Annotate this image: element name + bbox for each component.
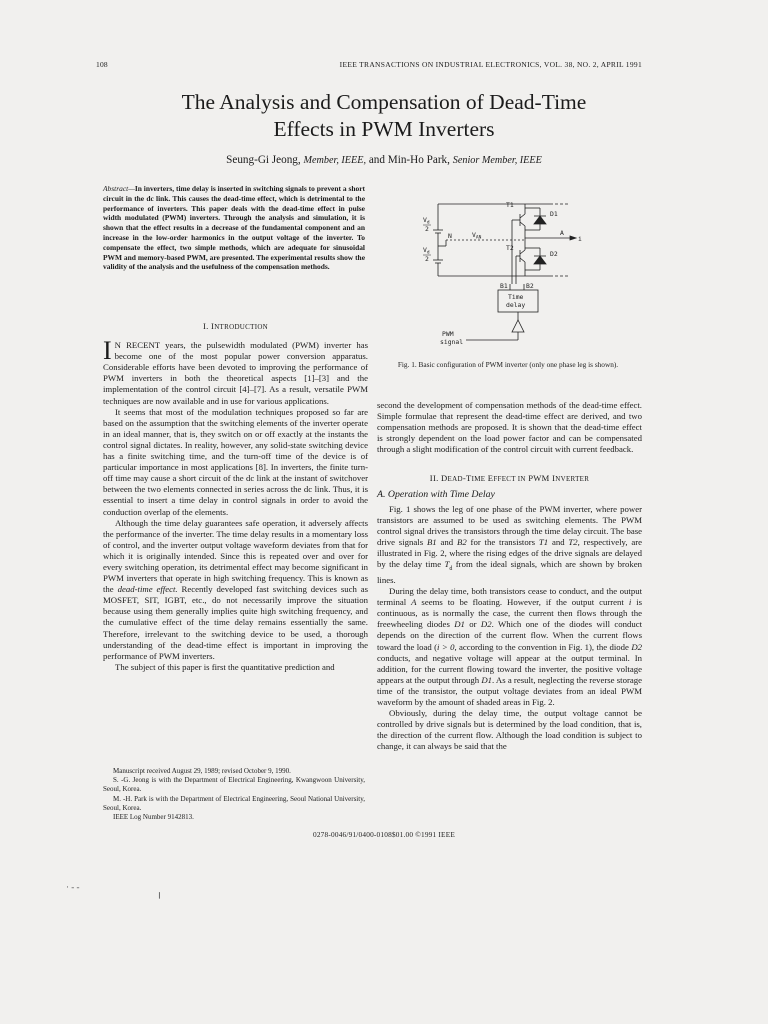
author-1-title: Member, IEEE, <box>303 155 367 166</box>
fig-label-n: N <box>448 232 452 240</box>
intro-p3-a: Although the time delay guarantees safe operation, it adversely affects the performance of the inverter. The time delay results in a momentary loss of control, and the inverter output voltage waveform deviates from that for which it is originally intended. Since this is repeated over and over for every switching operation, its detrimental effect may become significant in PWM inverters that operate in high switching frequency. This is known as the <box>103 517 368 595</box>
author-1: Seung-Gi Jeong, <box>226 154 301 166</box>
figure-1-caption: Fig. 1. Basic configuration of PWM inverter (only one phase leg is shown). <box>397 360 619 369</box>
section-2-paragraph-1: Fig. 1 shows the leg of one phase of the PWM inverter, where power transistors are assumed to be used as switching elements. The PWM control signal drives the transistors through the time delay circuit. The base drive signals B1 and B2 for the transistors T1 and T2, respectively, are illustrated in Fig. 2, where the rising edges of the drive signals are delayed by the delay time $T_d$ from the ideal signals, which are shown by broken lines. <box>377 503 643 585</box>
page-number: 108 <box>96 60 108 69</box>
section-1-first-letter: I <box>211 321 215 331</box>
fig-label-vd-top: $V_d$ <box>423 216 430 226</box>
abstract-text: In inverters, time delay is inserted in switching signals to prevent a short circuit in the dc link. This causes the dead-time effect, which is detrimental to the performance of inverters. This paper deals with the dead-time effect in pulse width modulated (PWM) inverters. Through the analysis and simulation, it is shown that the effect results in a decrease of the fundamental component and an increase in the low-order harmonics in the output voltage of the inverter. To compensate the effect, two simple methods, which are adequate for sinusoidal PWM and memory-based PWM, are presented. The experimental results show the validity of the analysis and the usefulness of the compensation methods. <box>103 184 365 272</box>
fig-label-time: Time <box>508 293 524 301</box>
footnote-3: M. -H. Park is with the Department of Electrical Engineering, Seoul National University, Seoul, Korea. <box>103 794 365 812</box>
fig-label-b2: B2 <box>526 282 534 290</box>
title-line-1: The Analysis and Compensation of Dead-Time <box>181 90 587 114</box>
fig-label-d1: D1 <box>550 210 558 218</box>
section-1-rest: NTRODUCTION <box>214 323 269 331</box>
fig-label-signal: signal <box>440 338 464 346</box>
fig-label-delay: delay <box>506 301 526 309</box>
section-1-numeral: I. <box>202 321 209 331</box>
fig-label-vd-bottom: $V_d$ <box>423 246 430 256</box>
intro-p3-b: Recently developed fast switching devices such as MOSFET, SIT, IGBT, etc., do not necessarily improve the situation because using them generally implies quite high switching frequency, and the cumulative effect of the time delay remains essentially the same. Therefore, irrelevant to the switching device to be used, a thorough understanding of the dead-time effect is important in improving the performance of PWM inverters. <box>103 584 369 661</box>
fig-label-two-bottom: 2 <box>425 255 429 263</box>
fig-label-b1: B1 <box>500 282 508 290</box>
author-and: and <box>368 154 385 166</box>
fig-label-t2: T2 <box>506 244 514 252</box>
abstract-dash: — <box>128 184 135 193</box>
section-2-heading: II. DEAD-TIME EFFECT IN PWM INVERTER <box>429 473 590 484</box>
figure-1-circuit-diagram <box>420 190 600 355</box>
drop-cap: I <box>103 336 112 366</box>
intro-p1-start: N RECENT <box>114 340 160 351</box>
fig-label-a: A <box>560 229 564 237</box>
left-column <box>103 321 368 673</box>
intro-p3-em: dead-time effect. <box>117 584 178 595</box>
abstract <box>103 184 365 272</box>
author-2: Min-Ho Park, <box>387 154 450 166</box>
title-line-2: Effects in PWM Inverters <box>273 117 495 141</box>
fig-label-i: i <box>578 235 582 243</box>
section-2-paragraph-2: During the delay time, both transistors cease to conduct, and the output terminal A seems to be floating. However, if the output current i is continuous, as is normally the case, the current then flows through the freewheeling diodes D1 or D2. Which one of the diodes will conduct depends on the direction of the current flow. When the current flows toward the load (i > 0, according to the convention in Fig. 1), the diode D2 conducts, and negative voltage will appear at the output terminal. In addition, for the current flowing toward the inverter, the positive voltage appears at the output through D1. As a result, neglecting the reverse storage time of the transistor, the output voltage deviates from an ideal PWM waveform by the amount of shaded areas in Fig. 2. <box>377 586 643 707</box>
intro-paragraph-1 <box>103 336 369 407</box>
author-line <box>90 154 678 166</box>
intro-paragraph-3 <box>103 518 368 662</box>
intro-p1: years, the pulsewidth modulated (PWM) inverter has become one of the most popular power conversion apparatus. Considerable efforts have been devoted to improving the performance of PWM inverters in both the theoretical aspects [1]–[3] and the implementation of the control circuit [4]–[7]. As a result, versatile PWM techniques are now available and in use for various applications. <box>103 340 369 406</box>
fig-label-d2: D2 <box>550 250 558 258</box>
right-column <box>377 400 642 752</box>
right-continuation-paragraph: second the development of compensation methods of the dead-time effect. Simple formulae that represent the dead-time effect are derived, and two compensation methods are proposed. It is shown that the dead-time effect is strongly dependent on the load power factor and can be compensated through a slight modification of the control circuit with current feedback. <box>377 400 642 455</box>
intro-paragraph-2: It seems that most of the modulation techniques proposed so far are based on the assumption that the switching elements of the inverter operate in an ideal manner, that is, they switch on or off exactly at the instants the control signal dictates. In reality, however, any solid-state switching device has a finite switching time, and the turn-off time of the device is of particular importance in most applications [8]. In inverters, the finite turn-off time may cause a short circuit of the dc link at the instant of switchover between the two elements connected in series across the dc link. Thus, it is essential to insert a time delay in control signals in order to avoid the conduction overlap of the elements. <box>103 406 368 517</box>
section-2-paragraph-3: Obviously, during the delay time, the output voltage cannot be controlled by drive signals but is determined by the load condition, that is, the direction of the current flow. Although the load condition is subject to change, it can always be said that the <box>377 708 642 752</box>
fig-label-van: $V_{AN}$ <box>472 231 482 241</box>
fig-label-pwm: PWM <box>442 330 454 338</box>
fig-label-t1: T1 <box>506 201 514 209</box>
running-header: IEEE TRANSACTIONS ON INDUSTRIAL ELECTRONICS, VOL. 38, NO. 2, APRIL 1991 <box>339 60 642 69</box>
footnotes <box>103 767 365 822</box>
scan-artifact: · - - <box>66 882 80 892</box>
footnote-4: IEEE Log Number 9142813. <box>113 813 194 822</box>
footnote-1: Manuscript received August 29, 1989; revised October 9, 1990. <box>113 767 291 775</box>
fig-label-two-top: 2 <box>425 225 429 233</box>
scan-artifact-2: ╷ <box>156 887 163 899</box>
abstract-lead: Abstract <box>103 184 129 193</box>
section-1-heading <box>103 321 368 333</box>
footnote-2: S. -G. Jeong is with the Department of Electrical Engineering, Kwangwoon University, Seoul, Korea. <box>103 776 365 794</box>
intro-paragraph-4: The subject of this paper is first the quantitative prediction and <box>115 661 335 672</box>
subsection-a-heading: A. Operation with Time Delay <box>377 488 495 500</box>
paper-title <box>90 89 678 143</box>
author-2-title: Senior Member, IEEE <box>452 155 542 166</box>
copyright-line: 0278-0046/91/0400-0108$01.00 ©1991 IEEE <box>312 830 456 839</box>
